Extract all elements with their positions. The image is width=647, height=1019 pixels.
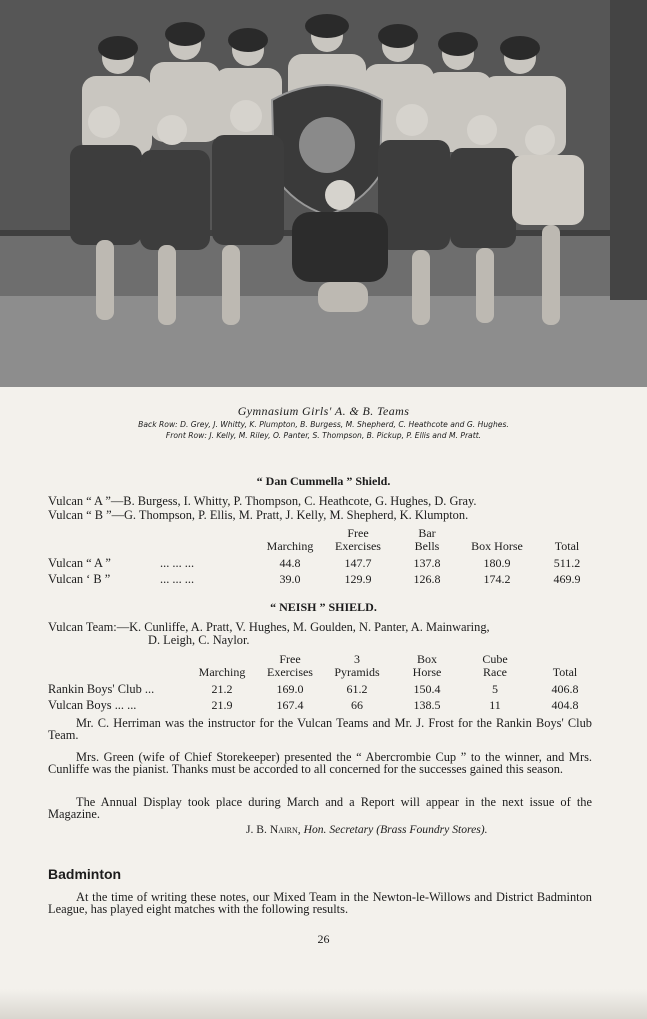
row-value: 11 [489, 698, 501, 712]
page-edge-shadow [0, 989, 647, 1019]
row-value: 147.7 [344, 556, 372, 570]
row-value: 180.9 [483, 556, 511, 570]
neish-header-pyramids-bottom: Pyramids [334, 665, 380, 679]
row-value: 167.4 [276, 698, 304, 712]
neish-header-box-top: Box [416, 652, 437, 666]
paragraph-text: The Annual Display took place during March and a Report will appear in the next issue of the Magazine. [48, 795, 592, 821]
instructor-paragraph [48, 717, 592, 741]
presentation-paragraph [48, 751, 592, 775]
neish-team-line-1: Vulcan Team:—K. Cunliffe, A. Pratt, V. Hughes, M. Goulden, N. Panter, A. Mainwaring, [48, 620, 490, 634]
annual-display-paragraph [48, 796, 592, 820]
neish-team-line-2: D. Leigh, C. Naylor. [148, 633, 250, 647]
row-value: 174.2 [483, 572, 511, 586]
badminton-heading: Badminton [48, 866, 122, 882]
row-label: Vulcan “ A ” [48, 556, 111, 570]
dan-header-total: Total [554, 539, 580, 553]
row-value: 137.8 [413, 556, 441, 570]
team-photo-icon [0, 0, 647, 387]
row-value: 21.2 [211, 682, 233, 696]
row-dots: ... ... ... [160, 556, 195, 570]
neish-header-free-bottom: Exercises [267, 665, 313, 679]
neish-header-pyramids-top: 3 [354, 652, 360, 666]
dan-header-free-bottom: Exercises [335, 539, 381, 553]
dan-header-bar-top: Bar [418, 526, 436, 540]
photo-caption-title: Gymnasium Girls' A. & B. Teams [237, 404, 410, 418]
row-value: 44.8 [279, 556, 301, 570]
signature-title: Hon. Secretary (Brass Foundry Stores). [303, 823, 488, 836]
neish-header-total: Total [552, 665, 578, 679]
row-value: 469.9 [553, 572, 581, 586]
neish-header-free-top: Free [279, 652, 301, 666]
row-value: 129.9 [344, 572, 372, 586]
row-value: 150.4 [413, 682, 441, 696]
caption-front-row: Front Row: J. Kelly, M. Riley, O. Panter, S. Thompson, B. Pickup, P. Ellis and M. Pratt. [165, 431, 482, 440]
row-value: 511.2 [553, 556, 581, 570]
badminton-paragraph [48, 891, 592, 915]
row-value: 39.0 [279, 572, 301, 586]
page-number: 26 [317, 932, 330, 946]
row-value: 404.8 [551, 698, 579, 712]
row-value: 406.8 [551, 682, 579, 696]
dan-shield-title: “ Dan Cummella ” Shield. [256, 474, 391, 488]
row-label: Rankin Boys' Club ... [48, 682, 155, 696]
row-value: 61.2 [346, 682, 368, 696]
paragraph-text: Mrs. Green (wife of Chief Storekeeper) presented the “ Abercrombie Cup ” to the winner, and Mrs. Cunliffe was the pianist. Thanks must be accorded to all concerned for the successes gained this season. [48, 750, 592, 776]
caption-back-row: Back Row: D. Grey, J. Whitty, K. Plumpton, B. Burgess, M. Shepherd, C. Heathcote and G. Hughes. [138, 420, 509, 429]
team-photo [0, 0, 647, 387]
row-value: 126.8 [413, 572, 441, 586]
neish-shield-title: “ NEISH ” SHIELD. [270, 600, 377, 614]
row-label: Vulcan Boys ... ... [48, 698, 137, 712]
neish-header-marching: Marching [198, 665, 246, 679]
row-value: 66 [351, 698, 363, 712]
row-value: 5 [492, 682, 498, 696]
row-label: Vulcan ‘ B ” [48, 572, 111, 586]
row-value: 21.9 [211, 698, 233, 712]
row-value: 169.0 [276, 682, 304, 696]
dan-header-free-top: Free [347, 526, 369, 540]
paragraph-text: At the time of writing these notes, our Mixed Team in the Newton-le-Willows and District Badminton League, has played eight matches with the following results. [48, 890, 592, 916]
signature [246, 823, 488, 836]
signature-name: J. B. Nairn, [246, 823, 301, 836]
dan-header-marching: Marching [266, 539, 314, 553]
row-value: 138.5 [413, 698, 441, 712]
neish-header-cube-bottom: Race [483, 665, 507, 679]
row-dots: ... ... ... [160, 572, 195, 586]
dan-shield-team-b: Vulcan “ B ”—G. Thompson, P. Ellis, M. Pratt, J. Kelly, M. Shepherd, K. Klumpton. [48, 508, 469, 522]
neish-header-box-bottom: Horse [412, 665, 442, 679]
dan-header-box-horse: Box Horse [471, 539, 523, 553]
dan-header-bar-bottom: Bells [414, 539, 440, 553]
paragraph-text: Mr. C. Herriman was the instructor for the Vulcan Teams and Mr. J. Frost for the Rankin Boys' Club Team. [48, 716, 592, 742]
dan-shield-team-a: Vulcan “ A ”—B. Burgess, I. Whitty, P. Thompson, C. Heathcote, G. Hughes, D. Gray. [48, 494, 477, 508]
neish-header-cube-top: Cube [482, 652, 508, 666]
